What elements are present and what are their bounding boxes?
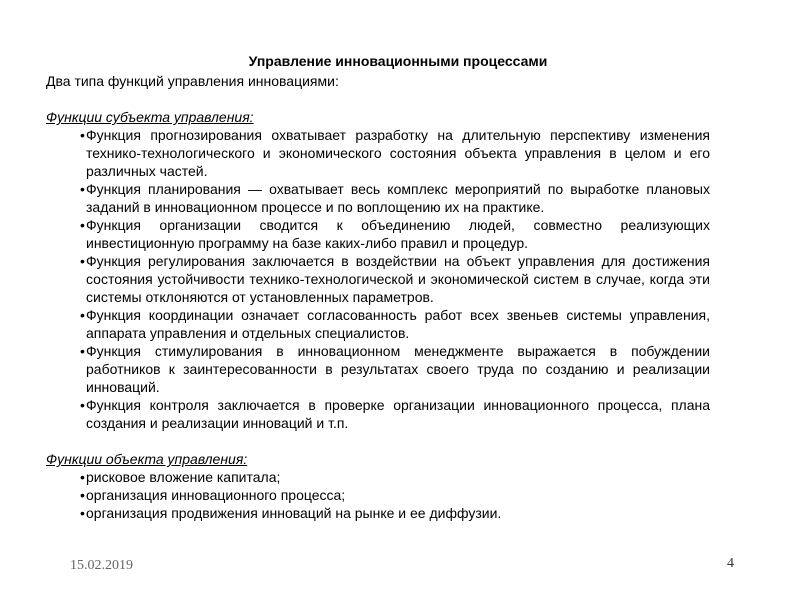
list-item <box>46 504 710 522</box>
list-item-text: Функция регулирования заключается в воздействии на объект управления для достижения состояния устойчивости технико-технологической и экономической систем в случае, когда эти системы отклоняются от установленных параметров. <box>86 253 710 305</box>
list-item <box>46 468 710 486</box>
bullet-icon: • <box>80 397 85 413</box>
subject-functions-heading: Функции субъекта управления: <box>46 109 254 125</box>
list-item <box>46 126 710 180</box>
list-item-text: Функция прогнозирования охватывает разработку на длительную перспективу изменения технико-технологического и экономического состояния объекта управления в целом и его различных частей. <box>86 127 710 179</box>
object-functions-heading: Функции объекта управления: <box>46 451 248 467</box>
list-item <box>46 396 710 432</box>
list-item-text: Функция планирования — охватывает весь комплекс мероприятий по выработке плановых заданий в инновационном процессе и по воплощению их на практике. <box>86 181 710 215</box>
list-item <box>46 216 710 252</box>
bullet-icon: • <box>80 217 85 233</box>
bullet-icon: • <box>80 127 85 143</box>
list-item-text: организация инновационного процесса; <box>86 487 346 503</box>
bullet-icon: • <box>80 469 85 485</box>
list-item-text: Функция контроля заключается в проверке организации инновационного процесса, плана создания и реализации инноваций и т.п. <box>86 397 710 431</box>
subject-functions-list <box>46 126 710 432</box>
bullet-icon: • <box>80 343 85 359</box>
slide-title: Управление инновационными процессами <box>248 53 548 69</box>
list-item <box>46 180 710 216</box>
bullet-icon: • <box>80 253 85 269</box>
list-item <box>46 252 710 306</box>
intro-text: Два типа функций управления инновациями: <box>46 73 339 89</box>
object-functions-list <box>46 468 710 522</box>
bullet-icon: • <box>80 505 85 521</box>
spacer <box>46 432 710 450</box>
list-item-text: рисковое вложение капитала; <box>86 469 281 485</box>
bullet-icon: • <box>80 181 85 197</box>
bullet-icon: • <box>80 487 85 503</box>
list-item-text: Функция координации означает согласованность работ всех звеньев системы управления, аппарата управления и отдельных специалистов. <box>86 307 710 341</box>
list-item <box>46 342 710 396</box>
spacer <box>46 90 710 108</box>
list-item <box>46 306 710 342</box>
list-item-text: организация продвижения инноваций на рынке и ее диффузии. <box>86 505 502 521</box>
slide-content <box>46 52 710 522</box>
list-item-text: Функция организации сводится к объединению людей, совместно реализующих инвестиционную программу на базе каких-либо правил и процедур. <box>86 217 710 251</box>
bullet-icon: • <box>80 307 85 323</box>
footer-date: 15.02.2019 <box>70 558 133 573</box>
list-item <box>46 486 710 504</box>
page-number: 4 <box>727 556 734 571</box>
list-item-text: Функция стимулирования в инновационном менеджменте выражается в побуждении работников к заинтересованности в результатах своего труда по созданию и реализации инноваций. <box>86 343 710 395</box>
